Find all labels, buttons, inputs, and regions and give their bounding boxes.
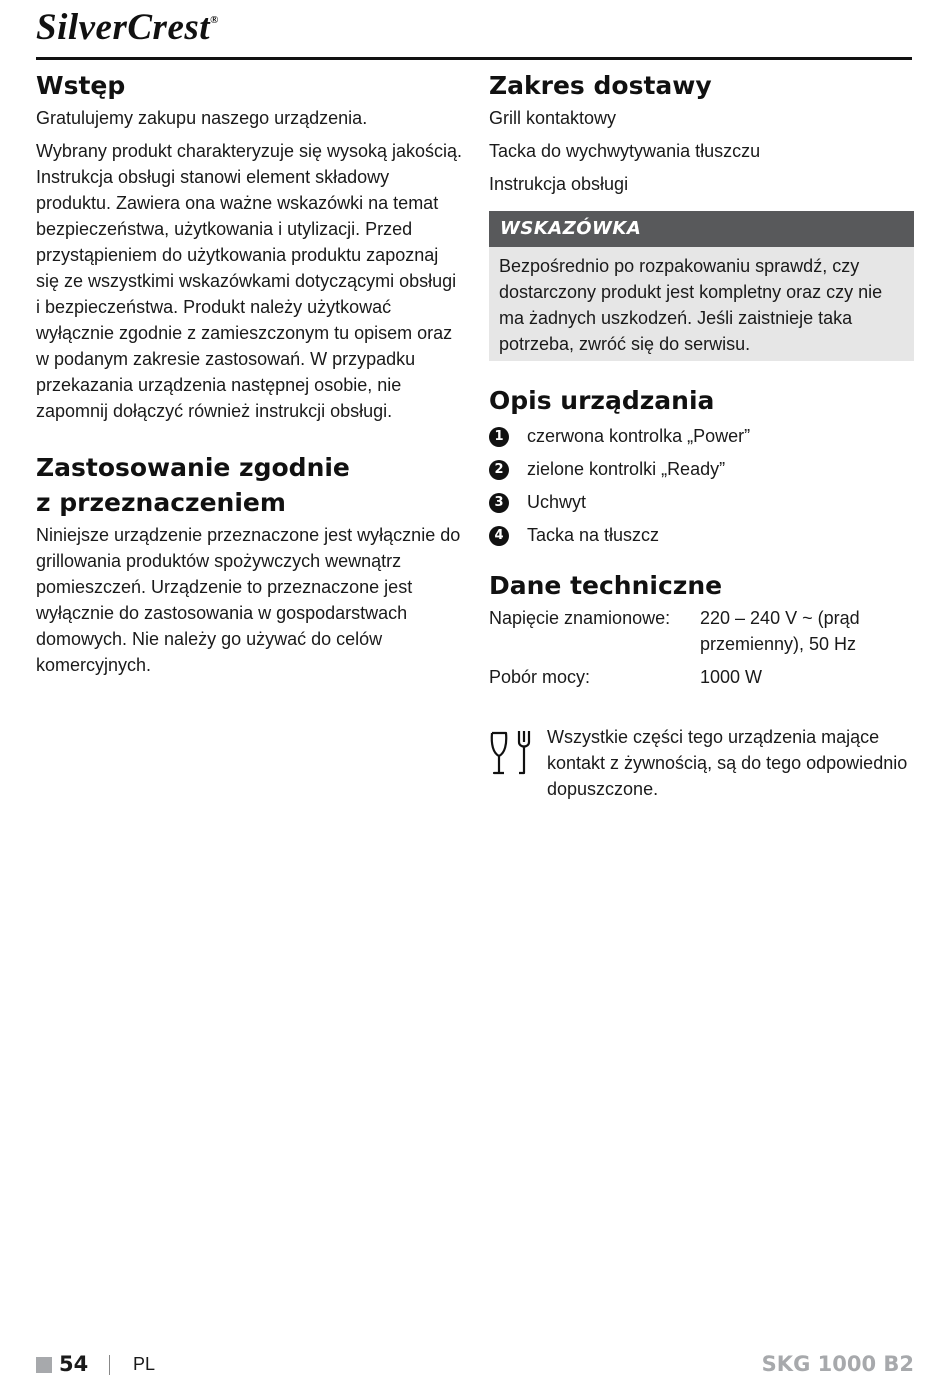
footer-divider (109, 1355, 110, 1375)
intended-use-section (36, 450, 464, 678)
left-column (36, 68, 464, 685)
description-section (489, 383, 914, 552)
intro-paragraph-2: Wybrany produkt charakteryzuje się wysoką jakością. Instrukcja obsługi stanowi element składowy produktu. Zawiera ona ważne wskazówki na temat bezpieczeństwa, użytkowania i utylizacji. Przed przystąpieniem do użytkowania produktu zapoznaj się ze wszystkimi wskazówkami dotyczącymi obsługi i bezpieczeństwa. Produkt należy użytkować wyłącznie zgodnie z zamieszczonym tu opisem oraz w podanym zakresie zastosowań. W przypadku przekazania urządzenia następnej osobie, nie zapomnij dołączyć również instrukcji obsługi. (36, 141, 463, 421)
intro-paragraph-1: Gratulujemy zakupu naszego urządzenia. (36, 108, 368, 128)
part-number-badge: 1 (489, 427, 509, 447)
part-label: czerwona kontrolka „Power” (527, 426, 751, 446)
spec-table (489, 605, 914, 690)
delivery-item: Grill kontaktowy (489, 108, 617, 128)
list-item (489, 453, 914, 486)
footer-square-icon (36, 1357, 52, 1373)
part-number-badge: 2 (489, 460, 509, 480)
part-number-badge: 4 (489, 526, 509, 546)
notice-title: WSKAZÓWKA (489, 211, 914, 247)
parts-list (489, 420, 914, 552)
spec-label: Napięcie znamionowe: (489, 608, 671, 628)
brand-logo (36, 6, 219, 49)
language-code: PL (133, 1354, 156, 1374)
intended-use-heading (36, 450, 464, 520)
page-number: 54 (59, 1352, 89, 1376)
intro-section (36, 68, 464, 424)
spec-value: 220 – 240 V ~ (prąd przemienny), 50 Hz (700, 608, 860, 654)
part-label: zielone kontrolki „Ready” (527, 459, 726, 479)
model-number: SKG 1000 B2 (761, 1352, 914, 1376)
part-number-badge: 3 (489, 493, 509, 513)
food-safe-glass-fork-icon (489, 728, 535, 780)
header-rule (36, 57, 912, 60)
description-heading: Opis urządzania (489, 386, 715, 415)
right-column (489, 68, 914, 802)
delivery-item: Instrukcja obsługi (489, 174, 629, 194)
food-safe-note (489, 724, 914, 802)
registered-mark: ® (210, 14, 219, 26)
technical-section (489, 568, 914, 690)
list-item (489, 519, 914, 552)
spec-row (489, 664, 914, 690)
intro-heading: Wstęp (36, 71, 126, 100)
list-item (489, 420, 914, 453)
spec-row (489, 605, 914, 657)
intended-use-heading-line-1: Zastosowanie zgodnie (36, 453, 350, 482)
spec-value: 1000 W (700, 667, 763, 687)
technical-heading: Dane techniczne (489, 571, 723, 600)
list-item (489, 486, 914, 519)
delivery-item: Tacka do wychwytywania tłuszczu (489, 141, 761, 161)
part-label: Uchwyt (527, 492, 587, 512)
intended-use-heading-line-2: z przeznaczeniem (36, 488, 286, 517)
intended-use-paragraph: Niniejsze urządzenie przeznaczone jest wyłącznie do grillowania produktów spożywczych wewnątrz pomieszczeń. Urządzenie to przeznaczone jest wyłącznie do zastosowania w gospodarstwach domowych. Nie należy go używać do celów komercyjnych. (36, 525, 461, 675)
delivery-heading: Zakres dostawy (489, 71, 712, 100)
part-label: Tacka na tłuszcz (527, 525, 660, 545)
notice-box (489, 211, 914, 361)
brand-logo-text: SilverCrest (36, 7, 211, 48)
food-safe-text: Wszystkie części tego urządzenia mające kontakt z żywnością, są do tego odpowiednio dopuszczone. (547, 727, 908, 799)
spec-label: Pobór mocy: (489, 667, 591, 687)
page-footer (36, 1352, 914, 1380)
delivery-section (489, 68, 914, 197)
notice-text: Bezpośrednio po rozpakowaniu sprawdź, czy dostarczony produkt jest kompletny oraz czy nie ma żadnych uszkodzeń. Jeśli zaistnieje taka potrzeba, zwróć się do serwisu. (489, 247, 914, 361)
